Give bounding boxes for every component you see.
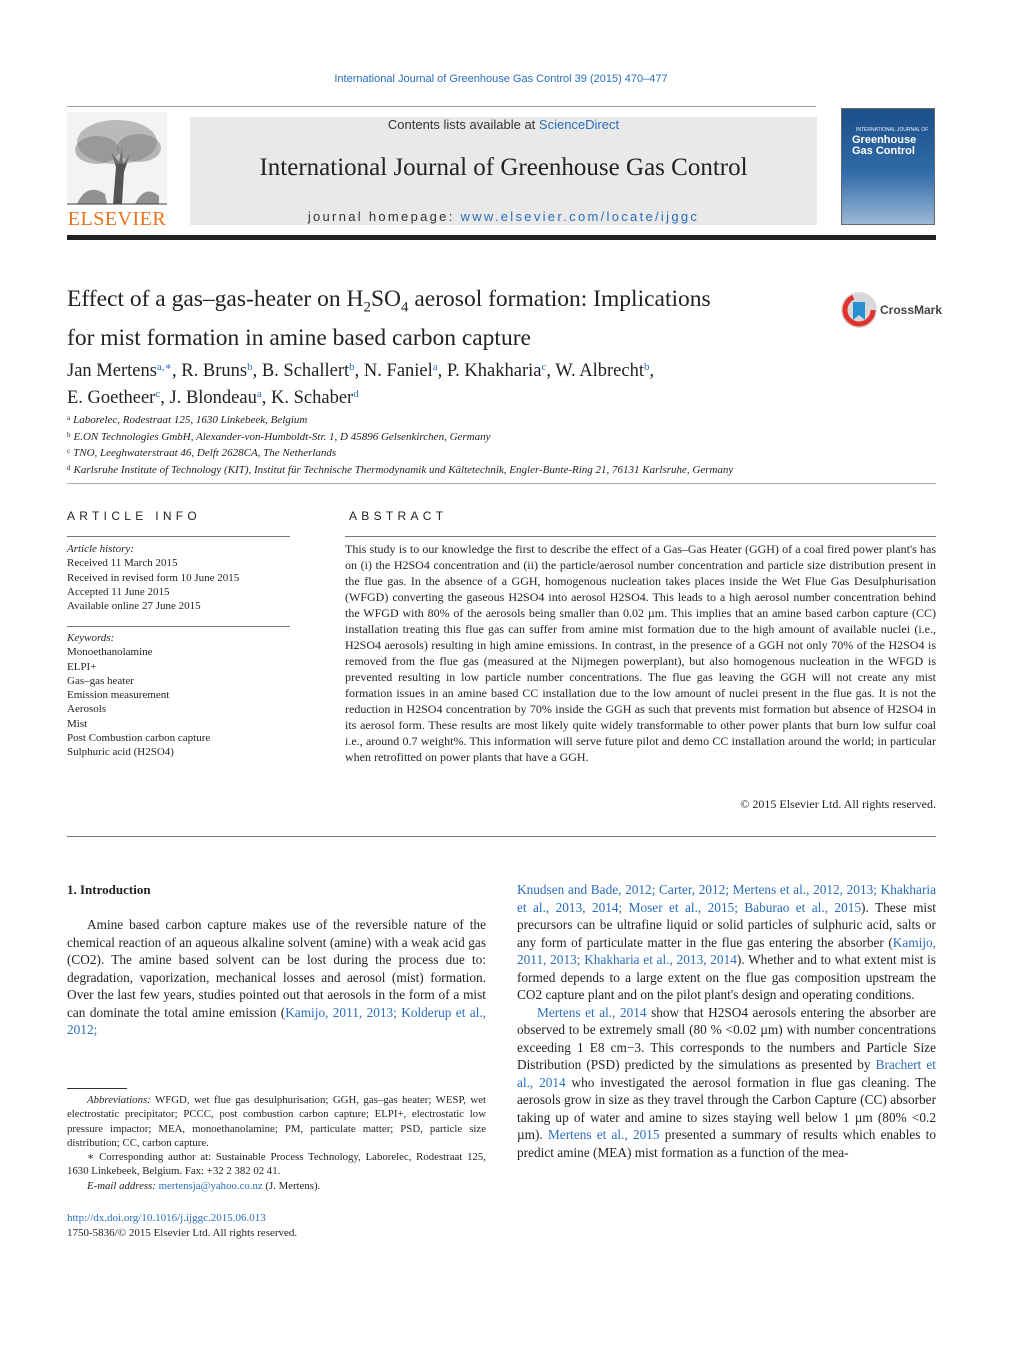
title-subscript: 4: [401, 299, 409, 316]
journal-title: International Journal of Greenhouse Gas Control: [259, 154, 748, 181]
affiliations: [67, 411, 927, 477]
issn-line: 1750-5836/© 2015 Elsevier Ltd. All rights reserved.: [67, 1226, 298, 1239]
keyword: ELPI+: [67, 660, 97, 673]
citation-link[interactable]: Knudsen and Bade, 2012; Carter, 2012; Mertens et al., 2012, 2013; Khakharia et al., 2013, 2014; Moser et al., 2015; Baburao et al., 2015: [517, 882, 936, 915]
title-subscript: 2: [363, 299, 371, 316]
author[interactable]: N. Faniel$^a$: [363, 361, 438, 381]
keywords: [67, 631, 297, 760]
crossmark-label[interactable]: CrossMark: [880, 303, 943, 317]
contents-prefix: Contents lists available at: [387, 117, 539, 132]
journal-homepage-link[interactable]: www.elsevier.com/locate/ijggc: [460, 209, 700, 224]
doi-link[interactable]: http://dx.doi.org/10.1016/j.ijggc.2015.06.013: [67, 1212, 266, 1224]
paragraph: Knudsen and Bade, 2012; Carter, 2012; Mertens et al., 2012, 2013; Khakharia et al., 2013, 2014; Moser et al., 2015; Baburao et al., 2015). These mist precursors can be ultrafine liquid or solid particles of sulphuric acid, salts or any form of particulate matter in the flue gas entering the absorber (Kamijo, 2011, 2013; Khakharia et al., 2013, 2014). Whether and to what extent mist is formed depends to a large extent on the flue gas composition upstream the CO2 capture plant and on the pilot plant's design and operating conditions.: [517, 882, 936, 1002]
copyright: © 2015 Elsevier Ltd. All rights reserved.: [740, 797, 936, 811]
title-part: SO: [370, 286, 401, 312]
journal-reference-link[interactable]: International Journal of Greenhouse Gas Control 39 (2015) 470–477: [334, 73, 668, 85]
publisher-wordmark: ELSEVIER: [67, 208, 167, 230]
keyword: Mist: [67, 717, 88, 730]
cover-small-text: INTERNATIONAL JOURNAL OF: [856, 127, 929, 133]
article-title: [67, 284, 807, 353]
journal-cover-thumbnail[interactable]: [841, 108, 935, 225]
keywords-label: Keywords:: [67, 632, 115, 644]
section-heading: 1. Introduction: [67, 882, 151, 897]
keyword: Post Combustion carbon capture: [67, 732, 211, 745]
header-thick-rule: [67, 235, 936, 240]
title-part: aerosol formation: Implications: [408, 286, 711, 312]
contents-line: [190, 117, 817, 132]
doi-block: [67, 1211, 297, 1240]
footnotes: [67, 1093, 486, 1193]
title-line-2: for mist formation in amine based carbon capture: [67, 324, 531, 351]
citation-link[interactable]: Kamijo, 2011, 2013; Kolderup et al., 2012;: [67, 1004, 487, 1037]
corresponding-author-footnote: ∗ Corresponding author at: Sustainable Process Technology, Laborelec, Rodestraat 125, 1630 Linkebeek, Belgium. Fax: +32 2 382 02 41.: [67, 1151, 486, 1178]
author[interactable]: E. Goetheer$^c$: [67, 388, 161, 408]
keyword: Sulphuric acid (H2SO4): [67, 746, 174, 759]
history-label: Article history:: [67, 543, 134, 555]
homepage-line: [190, 209, 817, 224]
history-entry: Received in revised form 10 June 2015: [67, 571, 240, 584]
author[interactable]: W. Albrecht$^b$: [555, 361, 650, 381]
divider: [67, 536, 290, 537]
affiliation: $^a$ Laborelec, Rodestraat 125, 1630 Linkebeek, Belgium: [67, 414, 308, 426]
affiliation: $^b$ E.ON Technologies GmbH, Alexander-von-Humboldt-Str. 1, D 45896 Gelsenkirchen, Germany: [67, 430, 491, 443]
footnote-rule: [67, 1088, 127, 1089]
history-entry: Accepted 11 June 2015: [67, 585, 170, 598]
article-info-heading: ARTICLE INFO: [67, 509, 202, 523]
elsevier-logo: [67, 112, 167, 230]
abstract-text: This study is to our knowledge the first to describe the effect of a Gas–Gas Heater (GGH) of a coal fired power plant's has on (i) the H2SO4 concentration and (ii) the particle/aerosol number concentration and particle size distribution present in the flue gas. In the absence of a GGH, homogenous nucleation takes places inside the Wet Flue Gas Desulphurisation (WFGD) converting the gaseous H2SO4 into aerosol H2SO4. This leads to a high aerosol number concentration behind the WFGD with 80% of the aerosols being smaller than 0.02 µm. This implies that an amine based carbon capture (CC) installation treating this flue gas can suffer from amine mist formation due to the high amount of available nuclei (i.e., H2SO4 aerosols) resulting in high amine emissions. In contrast, in the presence of a GGH not only 70% of the H2SO4 is removed from the flue gas (measured at the Nijmegen powerplant), but also homogenous nucleation in the WFGD is prevented resulting in low particle number concentrations. The flue gas leaving the GGH will not create any mist formation issues in an amine based CC installation due to the low amount of nuclei present in the flue gas. It is not the reduction in H2SO4 concentration by 70% inside the GGH as such that prevents mist formation but absence of H2SO4 in its aerosol form. These results are most likely quite widely transformable to other power plants that burn low sulfur coal i.e., around 0.7 weight%. This information will serve future pilot and demo CC installation around the world; in particular when retrofitted on power plants that have a GGH.: [345, 542, 936, 764]
email-link[interactable]: mertensja@yahoo.co.nz: [158, 1179, 263, 1192]
citation-link[interactable]: Kamijo, 2011, 2013; Khakharia et al., 2013, 2014: [517, 934, 936, 967]
keyword: Monoethanolamine: [67, 646, 153, 659]
citation-link[interactable]: Mertens et al., 2015: [547, 1127, 660, 1142]
history-entry: Received 11 March 2015: [67, 557, 178, 570]
affiliation: $^d$ Karlsruhe Institute of Technology (KIT), Institut für Technische Thermodynamik und Kältetechnik, Engler-Bunte-Ring 21, 76131 Karlsruhe, Germany: [67, 463, 734, 476]
top-rule: [67, 106, 816, 107]
divider: [67, 483, 936, 484]
author[interactable]: B. Schallert$^b$: [261, 361, 355, 381]
author[interactable]: Jan Mertens$^{a,∗}$: [67, 361, 173, 381]
author[interactable]: P. Khakharia$^c$: [446, 361, 547, 381]
homepage-prefix: journal homepage:: [307, 209, 461, 224]
abbreviations-footnote: Abbreviations: WFGD, wet flue gas desulphurisation; GGH, gas–gas heater; WESP, wet electrostatic precipitator; PCCC, post combustion carbon capture; ELPI+, electrostatic low pressure impactor; MEA, monoethanolamine; PM, particulate matter; PSD, particle size distribution; CC, carbon capture.: [67, 1094, 486, 1149]
email-footnote: E-mail address: mertensja@yahoo.co.nz (J. Mertens).: [87, 1179, 321, 1192]
author[interactable]: R. Bruns$^b$: [181, 361, 253, 381]
intro-right-column: [517, 881, 936, 1161]
crossmark-icon: [840, 290, 880, 330]
history-entry: Available online 27 June 2015: [67, 600, 201, 613]
paragraph: Mertens et al., 2014 show that H2SO4 aerosols entering the absorber are observed to be extremely small (80 % <0.02 µm) with number concentrations exceeding 1 E8 cm−3. This corresponds to the numbers and Particle Size Distribution (PSD) predicted by the simulations as presented by Brachert et al., 2014 who investigated the aerosol formation in flue gas cleaning. The aerosols grow in size as they travel through the Carbon Capture (CC) absorber taking up of water and amine to sizes staying well below 1 µm (80% <0.2 µm). Mertens et al., 2015 presented a summary of results which enables to predict amine (MEA) mist formation as a function of the mea-: [517, 1004, 936, 1160]
divider: [67, 836, 936, 837]
cover-title: Greenhouse Gas Control: [852, 134, 917, 157]
author[interactable]: K. Schaber$^d$: [271, 388, 359, 408]
sciencedirect-link[interactable]: ScienceDirect: [538, 117, 620, 132]
divider: [67, 626, 290, 627]
author[interactable]: J. Blondeau$^a$: [169, 388, 262, 408]
keyword: Emission measurement: [67, 689, 170, 702]
paragraph: Amine based carbon capture makes use of the reversible nature of the chemical reaction of an aqueous alkaline solvent (amine) with a weak acid gas (CO2). The amine based solvent can be lost during the process due to: degradation, vaporization, mechanical losses and aerosol (mist) formation. Over the last few years, studies pointed out that aerosols in the form of a mist can dominate the total amine emission (Kamijo, 2011, 2013; Kolderup et al., 2012;: [67, 917, 487, 1037]
author-list: Jan Mertens$^{a,∗}$, R. Bruns$^b$, B. Schallert$^b$, N. Faniel$^a$, P. Khakharia$^c$, W. Albrecht$^b$, E. Goetheer$^c$, J. Blondeau$^a$, K. Schaber$^d$: [67, 361, 655, 408]
article-history: [67, 542, 297, 613]
abstract-heading: ABSTRACT: [349, 509, 448, 523]
keyword: Aerosols: [67, 703, 107, 716]
affiliation: $^c$ TNO, Leeghwaterstraat 46, Delft 2628CA, The Netherlands: [67, 447, 337, 459]
title-part: Effect of a gas–gas-heater on H: [67, 286, 364, 312]
intro-left-column: [67, 916, 486, 1039]
keyword: Gas–gas heater: [67, 674, 134, 687]
divider: [345, 536, 936, 537]
citation-link[interactable]: Mertens et al., 2014: [537, 1004, 647, 1020]
citation-link[interactable]: Brachert et al., 2014: [517, 1057, 936, 1090]
